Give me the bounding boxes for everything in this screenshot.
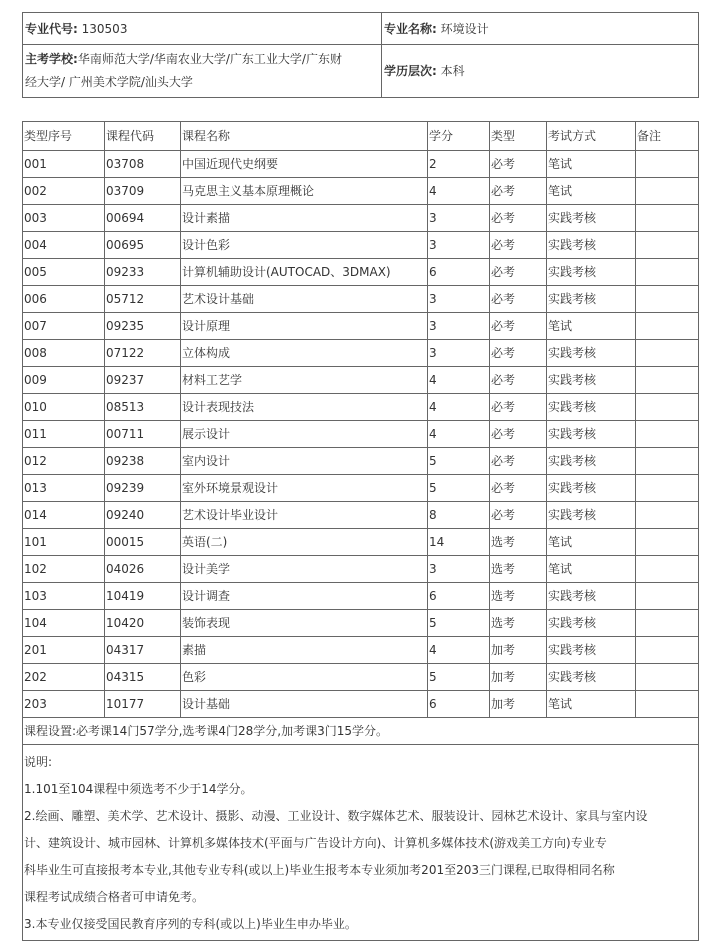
course-code-cell: 10419 — [105, 583, 181, 610]
remark-cell — [636, 664, 699, 691]
table-row — [23, 259, 699, 286]
course-credit-cell: 14 — [428, 529, 490, 556]
remark-cell — [636, 151, 699, 178]
course-seq-cell: 003 — [23, 205, 105, 232]
course-seq-cell: 202 — [23, 664, 105, 691]
remark-cell — [636, 340, 699, 367]
course-name-cell: 设计调查 — [181, 583, 428, 610]
course-code-cell: 09239 — [105, 475, 181, 502]
course-type-cell: 选考 — [490, 529, 547, 556]
column-header: 类型 — [490, 122, 547, 151]
course-type-cell: 必考 — [490, 421, 547, 448]
course-seq-cell: 004 — [23, 232, 105, 259]
course-name-cell: 艺术设计基础 — [181, 286, 428, 313]
exam-method-cell: 实践考核 — [547, 340, 636, 367]
remark-cell — [636, 556, 699, 583]
major-name-label: 专业名称: — [384, 21, 437, 36]
course-type-cell: 选考 — [490, 610, 547, 637]
course-seq-cell: 009 — [23, 367, 105, 394]
remark-cell — [636, 637, 699, 664]
course-seq-cell: 010 — [23, 394, 105, 421]
course-type-cell: 加考 — [490, 664, 547, 691]
course-name-cell: 设计色彩 — [181, 232, 428, 259]
notes-title: 说明: — [24, 755, 53, 769]
course-code-cell: 09238 — [105, 448, 181, 475]
exam-method-cell: 笔试 — [547, 529, 636, 556]
course-code-cell: 05712 — [105, 286, 181, 313]
course-seq-cell: 014 — [23, 502, 105, 529]
course-seq-cell: 203 — [23, 691, 105, 718]
course-name-cell: 马克思主义基本原理概论 — [181, 178, 428, 205]
course-type-cell: 必考 — [490, 178, 547, 205]
course-seq-cell: 101 — [23, 529, 105, 556]
table-row — [23, 340, 699, 367]
course-credit-cell: 5 — [428, 475, 490, 502]
course-credit-cell: 2 — [428, 151, 490, 178]
remark-cell — [636, 259, 699, 286]
course-summary: 课程设置:必考课14门57学分,选考课4门28学分,加考课3门15学分。 — [23, 718, 699, 745]
remark-cell — [636, 367, 699, 394]
course-credit-cell: 3 — [428, 556, 490, 583]
course-type-cell: 选考 — [490, 556, 547, 583]
table-row — [23, 637, 699, 664]
course-seq-cell: 008 — [23, 340, 105, 367]
course-credit-cell: 5 — [428, 610, 490, 637]
course-seq-cell: 001 — [23, 151, 105, 178]
course-code-cell: 07122 — [105, 340, 181, 367]
exam-method-cell: 笔试 — [547, 313, 636, 340]
course-credit-cell: 3 — [428, 232, 490, 259]
course-name-cell: 设计素描 — [181, 205, 428, 232]
course-seq-cell: 005 — [23, 259, 105, 286]
course-seq-cell: 007 — [23, 313, 105, 340]
course-credit-cell: 3 — [428, 286, 490, 313]
course-type-cell: 必考 — [490, 448, 547, 475]
course-credit-cell: 3 — [428, 340, 490, 367]
course-type-cell: 必考 — [490, 286, 547, 313]
course-credit-cell: 3 — [428, 313, 490, 340]
exam-method-cell: 笔试 — [547, 691, 636, 718]
course-table — [22, 121, 699, 941]
remark-cell — [636, 583, 699, 610]
exam-method-cell: 实践考核 — [547, 448, 636, 475]
course-name-cell: 室外环境景观设计 — [181, 475, 428, 502]
table-row — [23, 691, 699, 718]
exam-method-cell: 实践考核 — [547, 286, 636, 313]
course-type-cell: 必考 — [490, 394, 547, 421]
exam-method-cell: 笔试 — [547, 151, 636, 178]
course-type-cell: 必考 — [490, 313, 547, 340]
course-type-cell: 必考 — [490, 475, 547, 502]
column-header: 课程代码 — [105, 122, 181, 151]
course-type-cell: 加考 — [490, 637, 547, 664]
course-credit-cell: 4 — [428, 394, 490, 421]
course-name-cell: 色彩 — [181, 664, 428, 691]
course-type-cell: 加考 — [490, 691, 547, 718]
major-code-value: 130503 — [81, 21, 128, 36]
table-row — [23, 178, 699, 205]
table-row — [23, 151, 699, 178]
column-header: 类型序号 — [23, 122, 105, 151]
table-row — [23, 286, 699, 313]
table-row — [23, 664, 699, 691]
remark-cell — [636, 502, 699, 529]
course-name-cell: 中国近现代史纲要 — [181, 151, 428, 178]
course-name-cell: 计算机辅助设计(AUTOCAD、3DMAX) — [181, 259, 428, 286]
course-type-cell: 必考 — [490, 205, 547, 232]
level-cell — [382, 45, 699, 98]
major-name-cell — [382, 13, 699, 45]
course-type-cell: 必考 — [490, 232, 547, 259]
course-code-cell: 04026 — [105, 556, 181, 583]
school-line-1: 华南师范大学/华南农业大学/广东工业大学/广东财 — [77, 52, 342, 66]
exam-method-cell: 实践考核 — [547, 232, 636, 259]
course-type-cell: 选考 — [490, 583, 547, 610]
school-cell — [23, 45, 382, 98]
note-line: 科毕业生可直接报考本专业,其他专业专科(或以上)毕业生报考本专业须加考201至203三门课程,已取得相同名称 — [24, 863, 615, 877]
major-name-value: 环境设计 — [440, 21, 489, 36]
course-seq-cell: 201 — [23, 637, 105, 664]
course-credit-cell: 3 — [428, 205, 490, 232]
course-name-cell: 设计原理 — [181, 313, 428, 340]
exam-method-cell: 实践考核 — [547, 637, 636, 664]
exam-method-cell: 笔试 — [547, 178, 636, 205]
table-row — [23, 313, 699, 340]
course-seq-cell: 006 — [23, 286, 105, 313]
course-code-cell: 09235 — [105, 313, 181, 340]
course-name-cell: 英语(二) — [181, 529, 428, 556]
remark-cell — [636, 448, 699, 475]
course-seq-cell: 012 — [23, 448, 105, 475]
table-row — [23, 448, 699, 475]
course-seq-cell: 102 — [23, 556, 105, 583]
course-code-cell: 04317 — [105, 637, 181, 664]
exam-method-cell: 实践考核 — [547, 259, 636, 286]
course-seq-cell: 103 — [23, 583, 105, 610]
exam-method-cell: 实践考核 — [547, 367, 636, 394]
notes-row — [23, 745, 699, 941]
course-type-cell: 必考 — [490, 340, 547, 367]
exam-method-cell: 实践考核 — [547, 205, 636, 232]
course-code-cell: 00711 — [105, 421, 181, 448]
course-name-cell: 艺术设计毕业设计 — [181, 502, 428, 529]
remark-cell — [636, 232, 699, 259]
course-code-cell: 03709 — [105, 178, 181, 205]
course-name-cell: 室内设计 — [181, 448, 428, 475]
school-line-2: 经大学/ 广州美术学院/汕头大学 — [25, 75, 193, 89]
note-line: 课程考试成绩合格者可申请免考。 — [24, 890, 205, 904]
course-credit-cell: 6 — [428, 583, 490, 610]
course-name-cell: 装饰表现 — [181, 610, 428, 637]
course-credit-cell: 4 — [428, 421, 490, 448]
table-header-row — [23, 122, 699, 151]
course-code-cell: 09240 — [105, 502, 181, 529]
exam-method-cell: 实践考核 — [547, 610, 636, 637]
course-name-cell: 素描 — [181, 637, 428, 664]
course-code-cell: 00015 — [105, 529, 181, 556]
major-info-table — [22, 12, 699, 98]
course-name-cell: 设计基础 — [181, 691, 428, 718]
course-name-cell: 材料工艺学 — [181, 367, 428, 394]
course-code-cell: 10177 — [105, 691, 181, 718]
note-line: 计、建筑设计、城市园林、计算机多媒体技术(平面与广告设计方向)、计算机多媒体技术(游戏美工方向)专业专 — [24, 836, 607, 850]
note-line: 1.101至104课程中须选考不少于14学分。 — [24, 782, 253, 796]
major-code-cell — [23, 13, 382, 45]
exam-method-cell: 实践考核 — [547, 583, 636, 610]
course-seq-cell: 013 — [23, 475, 105, 502]
notes-cell — [23, 745, 699, 941]
table-row — [23, 610, 699, 637]
remark-cell — [636, 475, 699, 502]
column-header: 考试方式 — [547, 122, 636, 151]
course-credit-cell: 4 — [428, 367, 490, 394]
course-code-cell: 08513 — [105, 394, 181, 421]
remark-cell — [636, 205, 699, 232]
course-credit-cell: 4 — [428, 178, 490, 205]
note-line: 3.本专业仅接受国民教育序列的专科(或以上)毕业生申办毕业。 — [24, 917, 357, 931]
course-code-cell: 09237 — [105, 367, 181, 394]
table-row — [23, 529, 699, 556]
table-row — [23, 475, 699, 502]
course-type-cell: 必考 — [490, 259, 547, 286]
table-row — [23, 232, 699, 259]
remark-cell — [636, 691, 699, 718]
course-name-cell: 立体构成 — [181, 340, 428, 367]
course-type-cell: 必考 — [490, 151, 547, 178]
course-credit-cell: 6 — [428, 691, 490, 718]
level-value: 本科 — [440, 64, 465, 78]
course-seq-cell: 002 — [23, 178, 105, 205]
course-type-cell: 必考 — [490, 367, 547, 394]
course-credit-cell: 6 — [428, 259, 490, 286]
table-row — [23, 367, 699, 394]
course-code-cell: 00695 — [105, 232, 181, 259]
exam-method-cell: 实践考核 — [547, 664, 636, 691]
table-row — [23, 556, 699, 583]
exam-method-cell: 实践考核 — [547, 502, 636, 529]
course-code-cell: 09233 — [105, 259, 181, 286]
level-label: 学历层次: — [384, 64, 437, 78]
table-row — [23, 421, 699, 448]
summary-row — [23, 718, 699, 745]
major-code-label: 专业代号: — [25, 21, 78, 36]
course-credit-cell: 4 — [428, 637, 490, 664]
column-header: 学分 — [428, 122, 490, 151]
remark-cell — [636, 313, 699, 340]
course-credit-cell: 5 — [428, 664, 490, 691]
course-code-cell: 10420 — [105, 610, 181, 637]
course-name-cell: 展示设计 — [181, 421, 428, 448]
table-row — [23, 502, 699, 529]
course-credit-cell: 8 — [428, 502, 490, 529]
exam-method-cell: 实践考核 — [547, 475, 636, 502]
remark-cell — [636, 286, 699, 313]
exam-method-cell: 实践考核 — [547, 421, 636, 448]
course-code-cell: 03708 — [105, 151, 181, 178]
table-row — [23, 205, 699, 232]
column-header: 课程名称 — [181, 122, 428, 151]
remark-cell — [636, 421, 699, 448]
course-credit-cell: 5 — [428, 448, 490, 475]
school-label: 主考学校: — [25, 52, 78, 66]
table-row — [23, 394, 699, 421]
course-seq-cell: 104 — [23, 610, 105, 637]
remark-cell — [636, 610, 699, 637]
course-name-cell: 设计美学 — [181, 556, 428, 583]
course-code-cell: 04315 — [105, 664, 181, 691]
table-row — [23, 583, 699, 610]
remark-cell — [636, 394, 699, 421]
course-seq-cell: 011 — [23, 421, 105, 448]
remark-cell — [636, 178, 699, 205]
column-header: 备注 — [636, 122, 699, 151]
note-line: 2.绘画、雕塑、美术学、艺术设计、摄影、动漫、工业设计、数字媒体艺术、服装设计、园林艺术设计、家具与室内设 — [24, 809, 648, 823]
exam-method-cell: 笔试 — [547, 556, 636, 583]
course-type-cell: 必考 — [490, 502, 547, 529]
exam-method-cell: 实践考核 — [547, 394, 636, 421]
course-name-cell: 设计表现技法 — [181, 394, 428, 421]
remark-cell — [636, 529, 699, 556]
course-code-cell: 00694 — [105, 205, 181, 232]
